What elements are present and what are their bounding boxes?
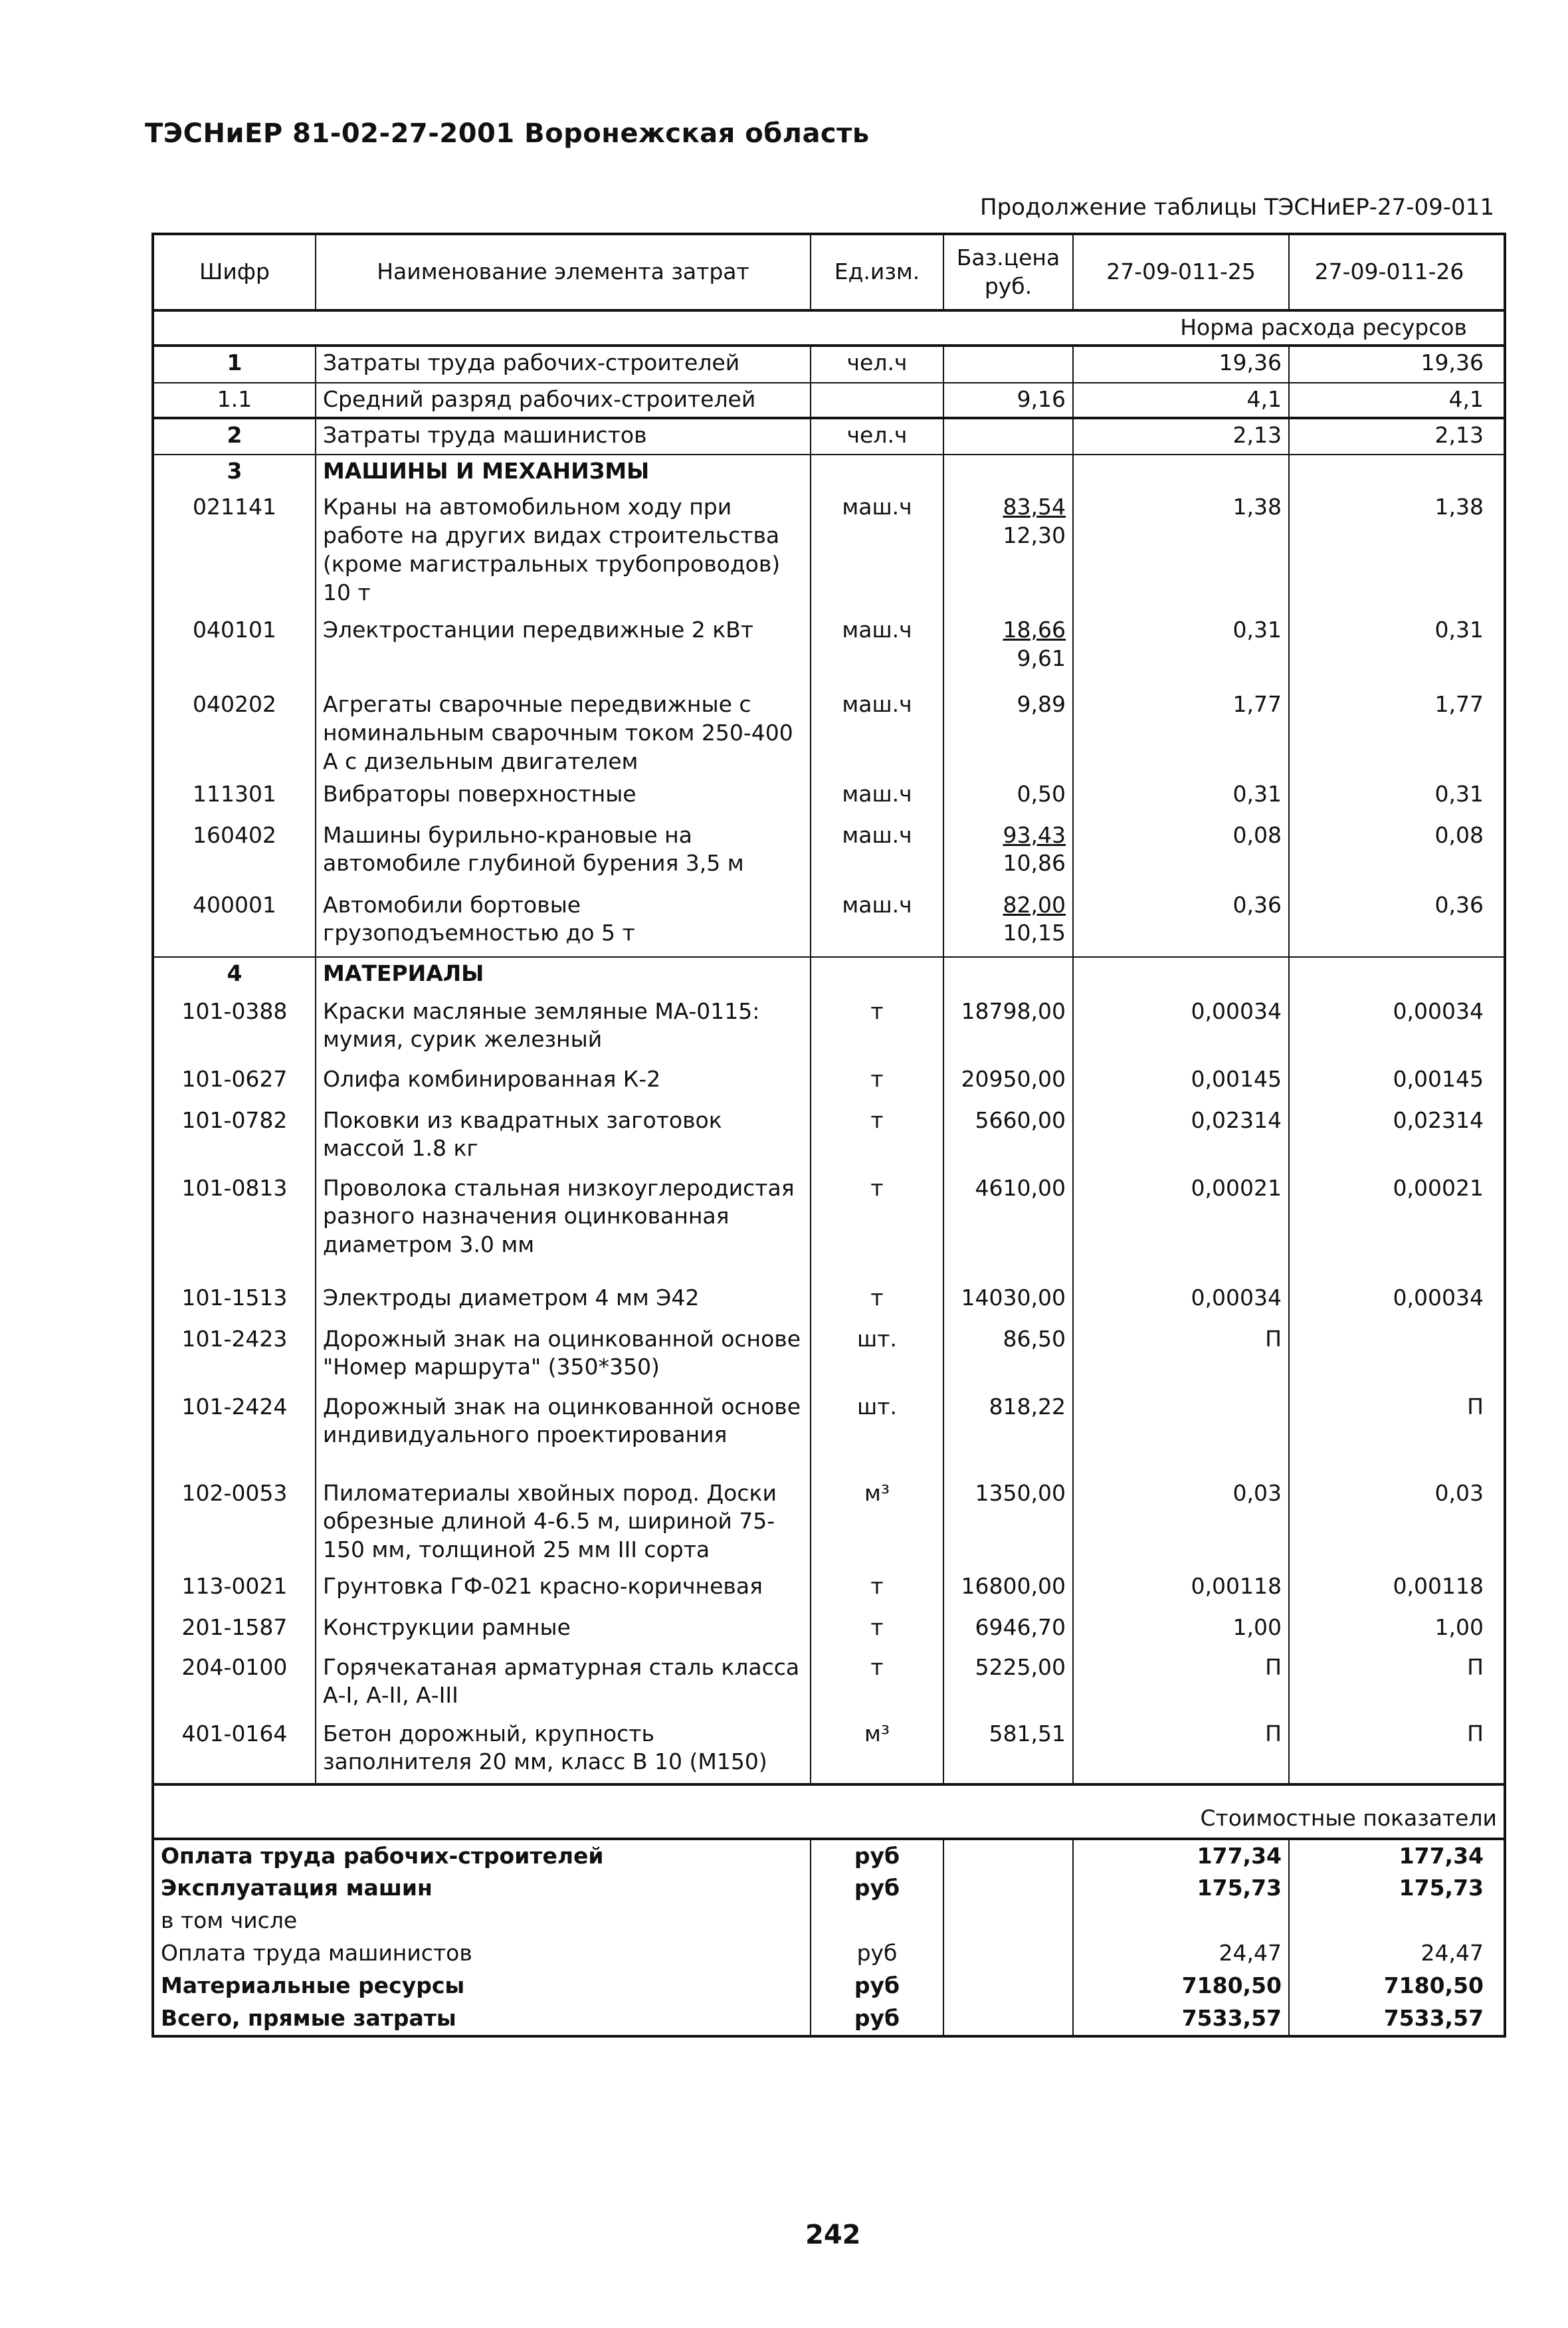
norm-27-09-011-26: 1,38 — [1289, 491, 1505, 614]
table-row — [153, 1612, 1505, 1651]
resource-base-price — [943, 1063, 1073, 1105]
table-row — [153, 1323, 1505, 1391]
base-price-value: 5660,00 — [975, 1107, 1066, 1133]
summary-base-price-empty — [943, 1970, 1073, 2002]
resource-code: 101-0782 — [153, 1105, 316, 1172]
resource-name: Краны на автомобильном ходу при работе на других видах строительства (кроме магистральных трубопроводов) 10 т — [316, 491, 811, 614]
col-header-base-price: Баз.цена руб. — [943, 234, 1073, 310]
resource-unit: т — [811, 1172, 943, 1282]
norm-27-09-011-25: 0,08 — [1073, 819, 1289, 889]
col-header-code: Шифр — [153, 234, 316, 310]
resource-base-price — [943, 1651, 1073, 1718]
base-price-value: 9,89 — [1017, 690, 1066, 717]
table-row — [153, 1063, 1505, 1105]
summary-27-09-011-26: 175,73 — [1289, 1872, 1505, 1905]
table-row — [153, 1105, 1505, 1172]
table-row — [153, 688, 1505, 778]
resource-unit: т — [811, 1105, 943, 1172]
col-header-27-09-011-25: 27-09-011-25 — [1073, 234, 1289, 310]
summary-label: в том числе — [153, 1905, 811, 1937]
table-row — [153, 957, 1505, 996]
norm-27-09-011-25: 2,13 — [1073, 418, 1289, 455]
resource-unit: т — [811, 1651, 943, 1718]
table-row — [153, 1477, 1505, 1570]
norm-27-09-011-25: 0,00118 — [1073, 1570, 1289, 1612]
table-row — [153, 418, 1505, 455]
resource-name: Автомобили бортовые грузоподъемностью до 5 т — [316, 889, 811, 957]
base-price-value: 6946,70 — [975, 1614, 1066, 1640]
resource-name: Поковки из квадратных заготовок массой 1.8 кг — [316, 1105, 811, 1172]
resource-name: Олифа комбинированная К-2 — [316, 1063, 811, 1105]
summary-base-price-empty — [943, 1839, 1073, 1873]
summary-row — [153, 1937, 1505, 1970]
norm-27-09-011-25: 1,00 — [1073, 1612, 1289, 1651]
resource-code: 102-0053 — [153, 1477, 316, 1570]
resource-name: Конструкции рамные — [316, 1612, 811, 1651]
page-number: 242 — [805, 2220, 861, 2250]
resource-base-price — [943, 418, 1073, 455]
norm-27-09-011-26: П — [1289, 1718, 1505, 1784]
table-row — [153, 346, 1505, 383]
base-price-value: 9,16 — [1017, 385, 1066, 412]
table-row — [153, 1282, 1505, 1323]
summary-row — [153, 1839, 1505, 1873]
base-price-value: 83,54 — [1003, 493, 1066, 520]
resource-code: 111301 — [153, 778, 316, 819]
norm-27-09-011-26: 0,03 — [1289, 1477, 1505, 1570]
resource-rows — [153, 346, 1505, 1784]
norm-27-09-011-26: 0,00034 — [1289, 996, 1505, 1063]
base-price-value: 818,22 — [989, 1393, 1066, 1420]
norm-27-09-011-25 — [1073, 957, 1289, 996]
norm-27-09-011-25: 0,00145 — [1073, 1063, 1289, 1105]
norm-27-09-011-26: 1,00 — [1289, 1612, 1505, 1651]
norm-27-09-011-25: П — [1073, 1323, 1289, 1391]
base-price-value: 1350,00 — [975, 1479, 1066, 1506]
table-row — [153, 455, 1505, 491]
col-header-unit: Ед.изм. — [811, 234, 943, 310]
resource-code: 401-0164 — [153, 1718, 316, 1784]
resource-unit: маш.ч — [811, 889, 943, 957]
resource-unit: т — [811, 1282, 943, 1323]
norm-27-09-011-26: 0,00034 — [1289, 1282, 1505, 1323]
base-price-value: 18798,00 — [961, 998, 1066, 1024]
norm-27-09-011-25: 0,31 — [1073, 614, 1289, 688]
resource-unit: чел.ч — [811, 418, 943, 455]
summary-27-09-011-25: 7180,50 — [1073, 1970, 1289, 2002]
resource-unit: т — [811, 996, 943, 1063]
summary-27-09-011-25 — [1073, 1905, 1289, 1937]
norm-27-09-011-26 — [1289, 1323, 1505, 1391]
resource-code: 1 — [153, 346, 316, 383]
resource-code: 4 — [153, 957, 316, 996]
norm-27-09-011-26: 0,31 — [1289, 778, 1505, 819]
norm-27-09-011-26 — [1289, 957, 1505, 996]
summary-unit: руб — [811, 1839, 943, 1873]
norm-27-09-011-25: П — [1073, 1651, 1289, 1718]
resource-unit: шт. — [811, 1323, 943, 1391]
norm-27-09-011-25: 1,77 — [1073, 688, 1289, 778]
resource-code: 021141 — [153, 491, 316, 614]
summary-rows — [153, 1839, 1505, 2036]
norm-27-09-011-26: 4,1 — [1289, 383, 1505, 418]
resource-name: Средний разряд рабочих-строителей — [316, 383, 811, 418]
cost-caption: Стоимостные показатели — [153, 1784, 1505, 1839]
resource-name: Бетон дорожный, крупность заполнителя 20 мм, класс В 10 (М150) — [316, 1718, 811, 1784]
norm-27-09-011-26: П — [1289, 1391, 1505, 1477]
resource-unit: маш.ч — [811, 778, 943, 819]
resource-code: 040202 — [153, 688, 316, 778]
resource-unit: т — [811, 1612, 943, 1651]
summary-label: Всего, прямые затраты — [153, 2002, 811, 2036]
summary-base-price-empty — [943, 1937, 1073, 1970]
resource-unit: м³ — [811, 1718, 943, 1784]
base-price-value: 0,50 — [1017, 780, 1066, 807]
resource-code: 2 — [153, 418, 316, 455]
summary-27-09-011-26: 24,47 — [1289, 1937, 1505, 1970]
base-price-value: 86,50 — [1003, 1325, 1066, 1352]
resource-name: МАШИНЫ И МЕХАНИЗМЫ — [316, 455, 811, 491]
base-price-value: 581,51 — [989, 1720, 1066, 1746]
table-row — [153, 1391, 1505, 1477]
resource-code: 101-0388 — [153, 996, 316, 1063]
summary-label: Оплата труда машинистов — [153, 1937, 811, 1970]
resource-code: 113-0021 — [153, 1570, 316, 1612]
norm-27-09-011-25: 0,00034 — [1073, 996, 1289, 1063]
resource-code: 101-2423 — [153, 1323, 316, 1391]
norm-27-09-011-26: 0,31 — [1289, 614, 1505, 688]
resource-base-price — [943, 778, 1073, 819]
summary-base-price-empty — [943, 1872, 1073, 1905]
resource-unit: т — [811, 1063, 943, 1105]
table-row — [153, 1651, 1505, 1718]
resource-base-price — [943, 957, 1073, 996]
resource-name: Проволока стальная низкоуглеродистая разного назначения оцинкованная диаметром 3.0 мм — [316, 1172, 811, 1282]
resource-code: 3 — [153, 455, 316, 491]
summary-label: Материальные ресурсы — [153, 1970, 811, 2002]
norm-27-09-011-25: 0,36 — [1073, 889, 1289, 957]
col-header-name: Наименование элемента затрат — [316, 234, 811, 310]
base-price-value: 16800,00 — [961, 1572, 1066, 1599]
norm-27-09-011-26 — [1289, 455, 1505, 491]
base-price-value: 18,66 — [1003, 616, 1066, 643]
norm-27-09-011-26: 0,02314 — [1289, 1105, 1505, 1172]
table-continuation-caption: Продолжение таблицы ТЭСНиЕР-27-09-011 — [980, 194, 1494, 221]
summary-unit: руб — [811, 1937, 943, 1970]
table-row — [153, 614, 1505, 688]
resource-code: 201-1587 — [153, 1612, 316, 1651]
resource-unit: маш.ч — [811, 819, 943, 889]
norm-27-09-011-25: П — [1073, 1718, 1289, 1784]
resource-base-price — [943, 1570, 1073, 1612]
resource-name: Затраты труда машинистов — [316, 418, 811, 455]
base-price-value: 5225,00 — [975, 1653, 1066, 1680]
resource-code: 101-2424 — [153, 1391, 316, 1477]
resource-base-price — [943, 346, 1073, 383]
table-row — [153, 819, 1505, 889]
summary-27-09-011-26 — [1289, 1905, 1505, 1937]
norm-27-09-011-26: 0,36 — [1289, 889, 1505, 957]
summary-27-09-011-25: 177,34 — [1073, 1839, 1289, 1873]
resource-base-price — [943, 1323, 1073, 1391]
cost-caption-row — [153, 1784, 1505, 1839]
resource-name: Пиломатериалы хвойных пород. Доски обрезные длиной 4-6.5 м, шириной 75-150 мм, толщиной 25 мм III сорта — [316, 1477, 811, 1570]
summary-base-price-empty — [943, 2002, 1073, 2036]
resource-base-price — [943, 1105, 1073, 1172]
resource-name: Электростанции передвижные 2 кВт — [316, 614, 811, 688]
resource-name: Машины бурильно-крановые на автомобиле глубиной бурения 3,5 м — [316, 819, 811, 889]
resource-name: Горячекатаная арматурная сталь класса А-I, А-II, А-III — [316, 1651, 811, 1718]
norm-27-09-011-26: П — [1289, 1651, 1505, 1718]
summary-unit: руб — [811, 1970, 943, 2002]
resource-unit: маш.ч — [811, 491, 943, 614]
table-header-row — [153, 234, 1505, 310]
resource-unit: маш.ч — [811, 688, 943, 778]
resource-base-price — [943, 996, 1073, 1063]
machinist-wage-value: 10,15 — [1003, 920, 1066, 946]
norm-27-09-011-25: 0,02314 — [1073, 1105, 1289, 1172]
col-header-27-09-011-26: 27-09-011-26 — [1289, 234, 1505, 310]
norm-27-09-011-26: 1,77 — [1289, 688, 1505, 778]
table-row — [153, 383, 1505, 418]
table-row — [153, 1570, 1505, 1612]
resource-code: 1.1 — [153, 383, 316, 418]
norm-27-09-011-26: 19,36 — [1289, 346, 1505, 383]
summary-unit: руб — [811, 1872, 943, 1905]
resource-name: Краски масляные земляные МА-0115: мумия, сурик железный — [316, 996, 811, 1063]
norm-27-09-011-25: 1,38 — [1073, 491, 1289, 614]
resource-unit: чел.ч — [811, 346, 943, 383]
resource-code: 101-0627 — [153, 1063, 316, 1105]
resource-base-price — [943, 688, 1073, 778]
table-row — [153, 491, 1505, 614]
norm-27-09-011-25 — [1073, 455, 1289, 491]
machinist-wage-value: 9,61 — [1017, 645, 1066, 671]
resource-name: Затраты труда рабочих-строителей — [316, 346, 811, 383]
resource-name: МАТЕРИАЛЫ — [316, 957, 811, 996]
norm-27-09-011-25: 0,31 — [1073, 778, 1289, 819]
resource-name: Агрегаты сварочные передвижные с номинальным сварочным током 250-400 А с дизельным двигателем — [316, 688, 811, 778]
summary-27-09-011-26: 7180,50 — [1289, 1970, 1505, 2002]
resource-code: 400001 — [153, 889, 316, 957]
norm-27-09-011-25 — [1073, 1391, 1289, 1477]
summary-27-09-011-25: 7533,57 — [1073, 2002, 1289, 2036]
norm-27-09-011-26: 0,00021 — [1289, 1172, 1505, 1282]
summary-unit — [811, 1905, 943, 1937]
resource-base-price — [943, 819, 1073, 889]
resource-unit: т — [811, 1570, 943, 1612]
resource-name: Грунтовка ГФ-021 красно-коричневая — [316, 1570, 811, 1612]
base-price-value: 14030,00 — [961, 1284, 1066, 1311]
resource-name: Электроды диаметром 4 мм Э42 — [316, 1282, 811, 1323]
resource-unit: м³ — [811, 1477, 943, 1570]
resource-code: 160402 — [153, 819, 316, 889]
table-row — [153, 778, 1505, 819]
document-title: ТЭСНиЕР 81-02-27-2001 Воронежская область — [145, 118, 870, 149]
resource-norms-table — [151, 233, 1506, 2038]
resource-base-price — [943, 1282, 1073, 1323]
table-row — [153, 889, 1505, 957]
norm-27-09-011-25: 0,00021 — [1073, 1172, 1289, 1282]
summary-27-09-011-26: 177,34 — [1289, 1839, 1505, 1873]
base-price-value: 4610,00 — [975, 1174, 1066, 1201]
table-row — [153, 1172, 1505, 1282]
summary-27-09-011-25: 175,73 — [1073, 1872, 1289, 1905]
summary-row — [153, 1872, 1505, 1905]
norm-27-09-011-25: 4,1 — [1073, 383, 1289, 418]
machinist-wage-value: 12,30 — [1003, 522, 1066, 548]
resource-base-price — [943, 614, 1073, 688]
resource-base-price — [943, 1391, 1073, 1477]
resource-base-price — [943, 455, 1073, 491]
summary-27-09-011-25: 24,47 — [1073, 1937, 1289, 1970]
norm-27-09-011-25: 19,36 — [1073, 346, 1289, 383]
summary-label: Эксплуатация машин — [153, 1872, 811, 1905]
table-row — [153, 1718, 1505, 1784]
resource-unit: шт. — [811, 1391, 943, 1477]
resource-unit: маш.ч — [811, 614, 943, 688]
summary-row — [153, 2002, 1505, 2036]
norm-27-09-011-25: 0,03 — [1073, 1477, 1289, 1570]
summary-row — [153, 1970, 1505, 2002]
summary-row — [153, 1905, 1505, 1937]
summary-label: Оплата труда рабочих-строителей — [153, 1839, 811, 1873]
resource-code: 101-0813 — [153, 1172, 316, 1282]
base-price-value: 93,43 — [1003, 821, 1066, 848]
resource-base-price — [943, 1718, 1073, 1784]
resource-base-price — [943, 383, 1073, 418]
resource-base-price — [943, 1172, 1073, 1282]
resource-unit — [811, 455, 943, 491]
norm-27-09-011-26: 2,13 — [1289, 418, 1505, 455]
resource-code: 040101 — [153, 614, 316, 688]
base-price-value: 82,00 — [1003, 891, 1066, 918]
norm-27-09-011-26: 0,08 — [1289, 819, 1505, 889]
resource-base-price — [943, 491, 1073, 614]
norm-caption-row — [153, 310, 1505, 346]
summary-27-09-011-26: 7533,57 — [1289, 2002, 1505, 2036]
resource-name: Дорожный знак на оцинкованной основе индивидуального проектирования — [316, 1391, 811, 1477]
resource-code: 204-0100 — [153, 1651, 316, 1718]
resource-unit — [811, 957, 943, 996]
resource-base-price — [943, 889, 1073, 957]
machinist-wage-value: 10,86 — [1003, 850, 1066, 877]
norm-caption: Норма расхода ресурсов — [153, 310, 1505, 346]
norm-27-09-011-26: 0,00118 — [1289, 1570, 1505, 1612]
resource-base-price — [943, 1477, 1073, 1570]
norm-27-09-011-25: 0,00034 — [1073, 1282, 1289, 1323]
base-price-value: 20950,00 — [961, 1065, 1066, 1092]
summary-base-price-empty — [943, 1905, 1073, 1937]
resource-unit — [811, 383, 943, 418]
resource-code: 101-1513 — [153, 1282, 316, 1323]
summary-unit: руб — [811, 2002, 943, 2036]
table-row — [153, 996, 1505, 1063]
resource-name: Вибраторы поверхностные — [316, 778, 811, 819]
resource-base-price — [943, 1612, 1073, 1651]
resource-name: Дорожный знак на оцинкованной основе "Номер маршрута" (350*350) — [316, 1323, 811, 1391]
norm-27-09-011-26: 0,00145 — [1289, 1063, 1505, 1105]
